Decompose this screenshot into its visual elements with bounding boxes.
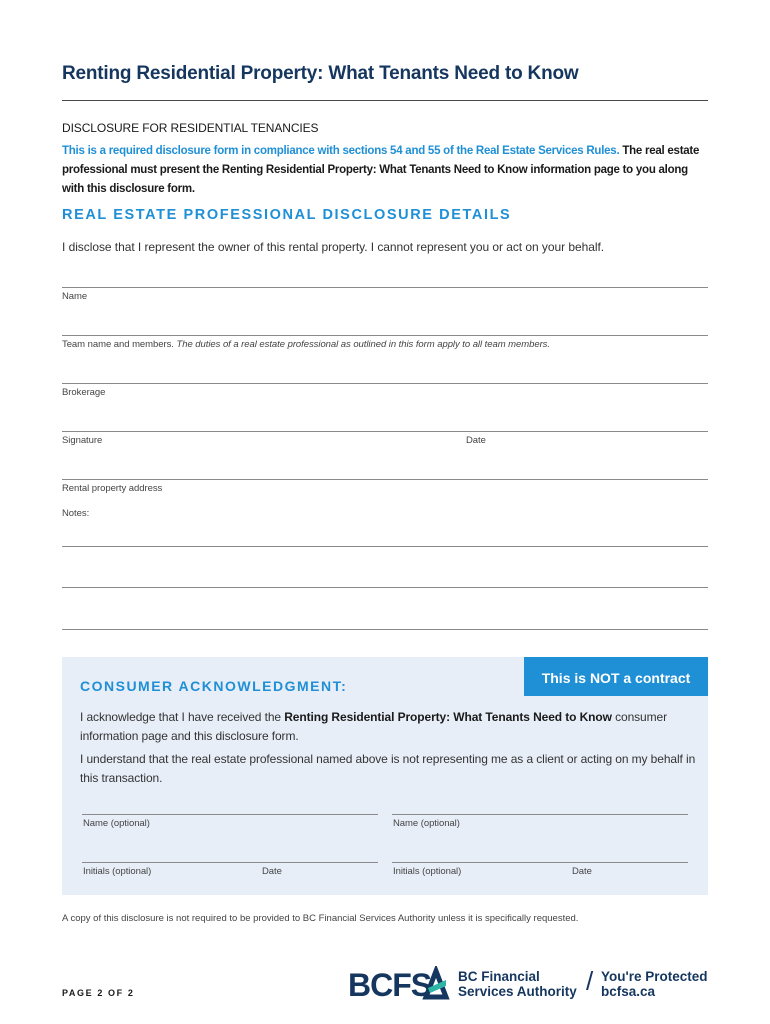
notes-line-2[interactable] xyxy=(62,587,708,588)
consumer-name-label-1: Name (optional) xyxy=(83,818,150,829)
ack-p1-after: consumer information page and this disclosure form. xyxy=(80,710,667,743)
intro-compliance-text: This is a required disclosure form in compliance with sections 54 and 55 of the Real Estate Services Rules. xyxy=(62,145,620,157)
website-link[interactable]: bcfsa.ca xyxy=(601,984,656,999)
notes-label: Notes: xyxy=(62,508,90,519)
notes-line-3[interactable] xyxy=(62,629,708,630)
notes-line-1[interactable] xyxy=(62,546,708,547)
consumer-initials-label-2: Initials (optional) xyxy=(393,866,462,877)
ack-p1-bold: Renting Residential Property: What Tenants Need to Know xyxy=(284,710,612,724)
logo-separator: / xyxy=(586,966,594,996)
title-divider xyxy=(62,100,708,101)
org-name-line-1: BC Financial xyxy=(458,969,540,984)
footer-note: A copy of this disclosure is not required to be provided to BC Financial Services Authority unless it is specifically requested. xyxy=(62,913,579,924)
address-field-line[interactable] xyxy=(62,479,708,480)
consumer-date-label-2: Date xyxy=(572,866,592,877)
intro-instruction-text: The real estate professional must present the Renting Residential Property: What Tenants Need to Know information page to you along with this disclosure form. xyxy=(62,145,700,195)
address-label: Rental property address xyxy=(62,483,163,494)
consumer-initials-label-1: Initials (optional) xyxy=(83,866,152,877)
acknowledgment-title: CONSUMER ACKNOWLEDGMENT: xyxy=(80,678,348,694)
intro-paragraph xyxy=(62,142,712,199)
page-number: PAGE 2 OF 2 xyxy=(62,988,135,998)
acknowledgment-paragraph-1 xyxy=(80,708,700,746)
consumer-name-line-1[interactable] xyxy=(82,814,378,815)
acknowledgment-paragraph-2: I understand that the real estate professional named above is not representing me as a client or acting on my behalf in this transaction. xyxy=(80,752,696,785)
org-name-line-2: Services Authority xyxy=(458,984,577,999)
consumer-initials-line-1[interactable] xyxy=(82,862,378,863)
team-label: Team name and members. xyxy=(62,339,174,350)
disclosure-heading: DISCLOSURE FOR RESIDENTIAL TENANCIES xyxy=(62,121,319,135)
consumer-name-label-2: Name (optional) xyxy=(393,818,460,829)
consumer-name-line-2[interactable] xyxy=(392,814,688,815)
name-label: Name xyxy=(62,291,88,302)
professional-section-title: REAL ESTATE PROFESSIONAL DISCLOSURE DETAILS xyxy=(62,207,512,223)
bcfsa-logo xyxy=(348,966,450,1000)
not-contract-badge: This is NOT a contract xyxy=(524,657,708,696)
tagline-line-1: You're Protected xyxy=(601,969,708,984)
signature-date-label: Date xyxy=(466,435,486,446)
team-field-line[interactable] xyxy=(62,335,708,336)
org-name xyxy=(458,969,577,999)
signature-label: Signature xyxy=(62,435,103,446)
consumer-initials-line-2[interactable] xyxy=(392,862,688,863)
team-label-row xyxy=(62,339,550,350)
page-title: Renting Residential Property: What Tenants Need to Know xyxy=(62,63,579,84)
tagline xyxy=(601,969,707,999)
brokerage-field-line[interactable] xyxy=(62,383,708,384)
signature-field-line[interactable] xyxy=(62,431,708,432)
consumer-date-label-1: Date xyxy=(262,866,282,877)
brokerage-label: Brokerage xyxy=(62,387,106,398)
team-note: The duties of a real estate professional as outlined in this form apply to all team members. xyxy=(173,339,550,350)
ack-p1-before: I acknowledge that I have received the xyxy=(80,710,285,724)
representation-statement: I disclose that I represent the owner of this rental property. I cannot represent you or act on your behalf. xyxy=(62,240,605,254)
name-field-line[interactable] xyxy=(62,287,708,288)
svg-text:BCFS: BCFS xyxy=(348,967,432,1000)
